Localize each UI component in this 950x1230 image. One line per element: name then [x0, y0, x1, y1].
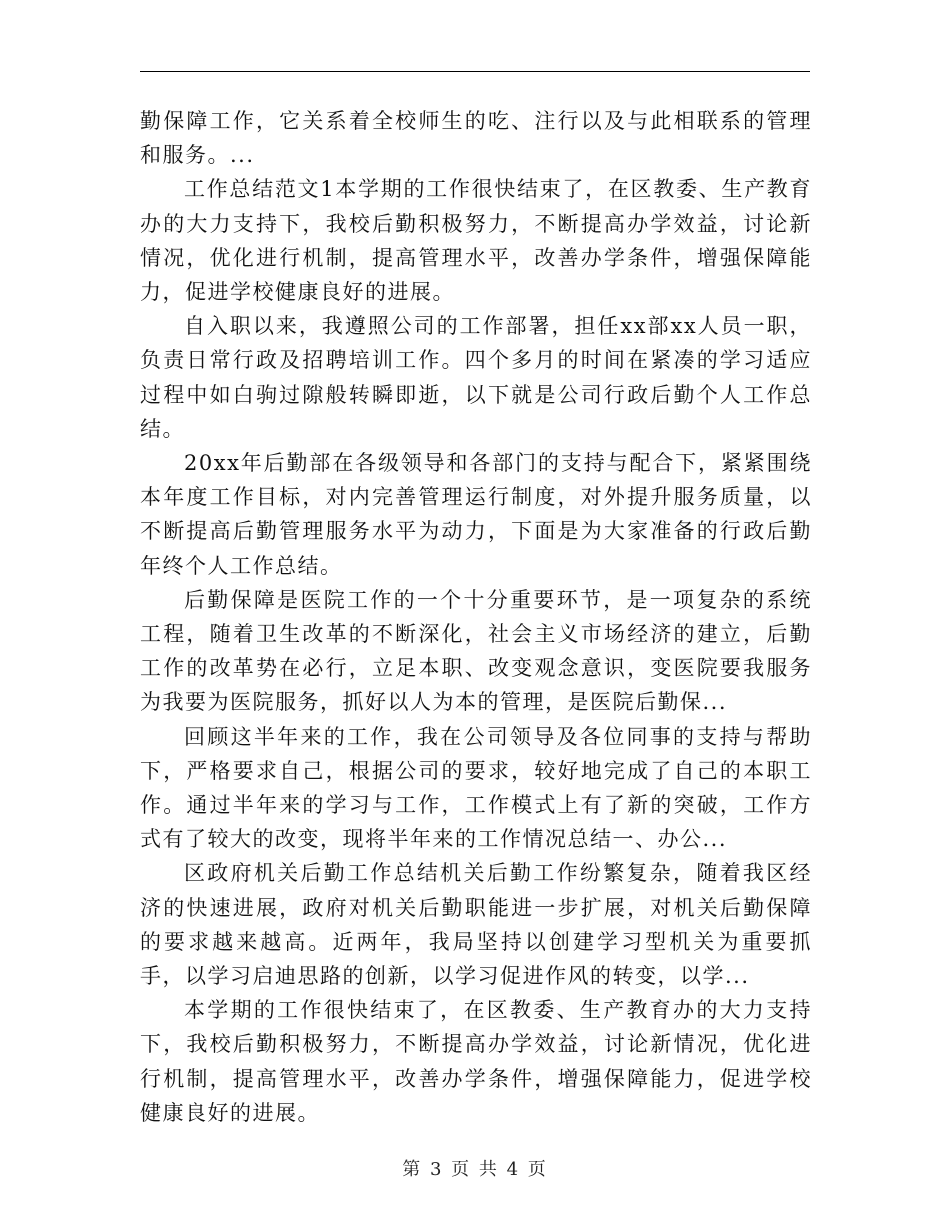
paragraph: 工作总结范文1本学期的工作很快结束了，在区教委、生产教育办的大力支持下，我校后勤积极努力，不断提高办学效益，讨论新情况，优化进行机制，提高管理水平，改善办学条件，增强保障能力，促进学校健康良好的进展。 — [140, 177, 812, 305]
paragraph: 自入职以来，我遵照公司的工作部署，担任xx部xx人员一职，负责日常行政及招聘培训工作。四个多月的时间在紧凑的学习适应过程中如白驹过隙般转瞬即逝，以下就是公司行政后勤个人工作总结。 — [140, 314, 812, 441]
paragraph: 区政府机关后勤工作总结机关后勤工作纷繁复杂，随着我区经济的快速进展，政府对机关后勤职能进一步扩展，对机关后勤保障的要求越来越高。近两年，我局坚持以创建学习型机关为重要抓手，以学习启迪思路的创新，以学习促进作风的转变，以学... — [140, 861, 812, 989]
paragraph: 回顾这半年来的工作，我在公司领导及各位同事的支持与帮助下，严格要求自己，根据公司的要求，较好地完成了自己的本职工作。通过半年来的学习与工作，工作模式上有了新的突破，工作方式有了较大的改变，现将半年来的工作情况总结一、办公... — [140, 724, 812, 852]
paragraph: 后勤保障是医院工作的一个十分重要环节，是一项复杂的系统工程，随着卫生改革的不断深化，社会主义市场经济的建立，后勤工作的改革势在必行，立足本职、改变观念意识，变医院要我服务为我要为医院服务，抓好以人为本的管理，是医院后勤保... — [140, 587, 812, 715]
paragraph: 20xx年后勤部在各级领导和各部门的支持与配合下，紧紧围绕本年度工作目标，对内完善管理运行制度，对外提升服务质量，以不断提高后勤管理服务水平为动力，下面是为大家准备的行政后勤年终个人工作总结。 — [140, 451, 812, 578]
paragraph-continuation: 勤保障工作，它关系着全校师生的吃、注行以及与此相联系的管理和服务。... — [140, 109, 812, 168]
header-rule — [140, 71, 810, 72]
paragraph: 本学期的工作很快结束了，在区教委、生产教育办的大力支持下，我校后勤积极努力，不断提高办学效益，讨论新情况，优化进行机制，提高管理水平，改善办学条件，增强保障能力，促进学校健康良好的进展。 — [140, 998, 812, 1125]
page-number: 第 3 页 共 4 页 — [402, 1159, 548, 1180]
document-body — [140, 104, 812, 1130]
